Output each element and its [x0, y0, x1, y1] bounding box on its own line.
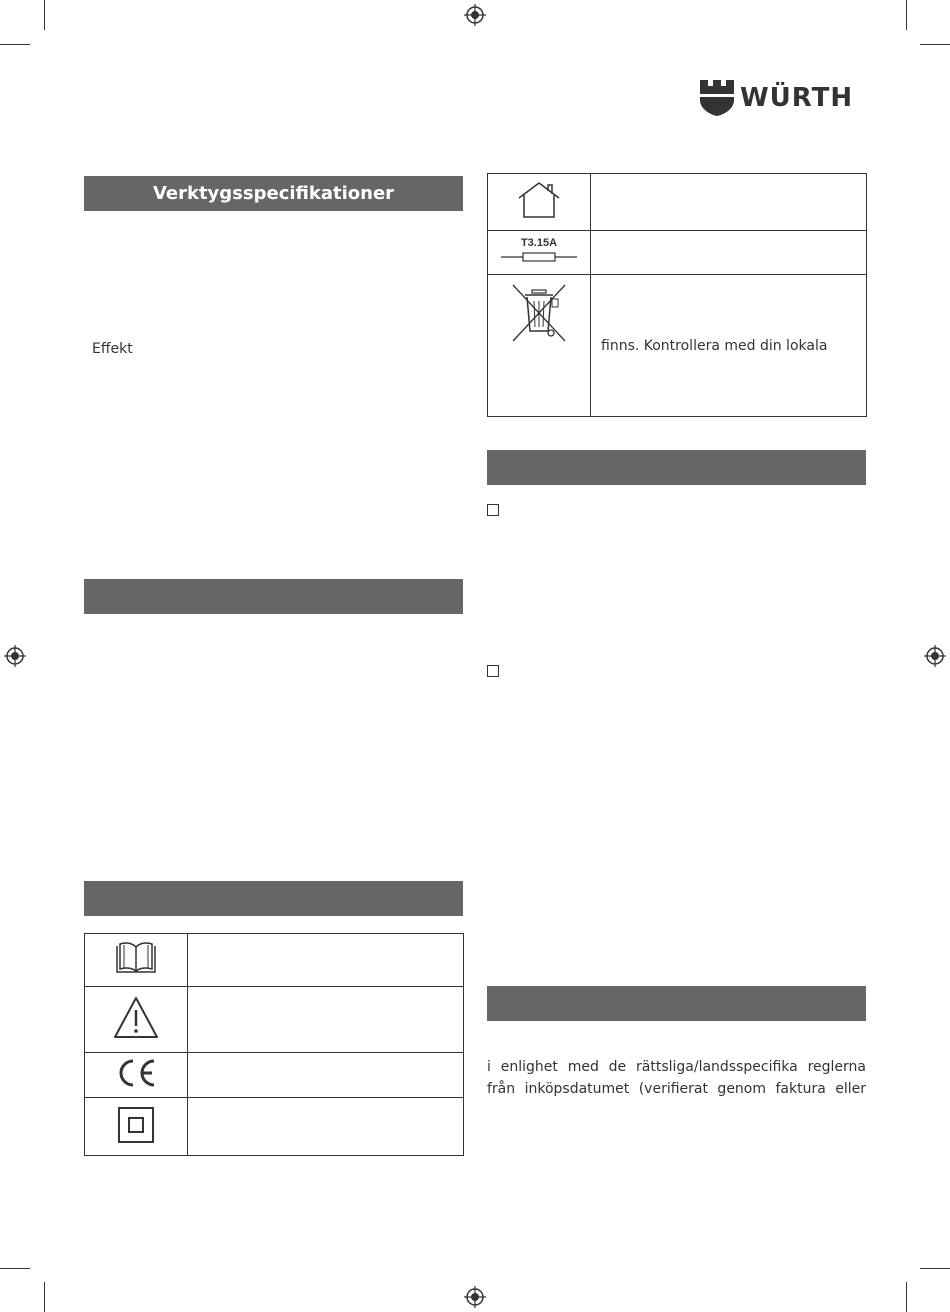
symbol-table [84, 933, 464, 1156]
crop-mark [44, 0, 45, 30]
section-bar [84, 881, 463, 916]
symbol-text-cell [188, 987, 464, 1053]
crop-mark [906, 1282, 907, 1312]
symbol-icon-cell [488, 174, 591, 231]
symbol-text-cell [188, 1098, 464, 1156]
logo-text: WÜRTH [740, 83, 854, 113]
indoor-use-house-icon [516, 180, 562, 220]
registration-mark-icon [464, 1286, 486, 1308]
crossed-bin-icon [509, 281, 569, 343]
registration-mark-icon [4, 645, 26, 667]
symbol-text: finns. Kontrollera med din lokala [601, 337, 828, 354]
registration-mark-icon [924, 645, 946, 667]
section-bar [487, 986, 866, 1021]
crop-mark [920, 44, 950, 45]
wurth-logo [700, 80, 866, 116]
symbol-row [488, 275, 867, 417]
crop-mark [44, 1282, 45, 1312]
warranty-text-line: i enlighet med de rättsliga/landsspecifika reglerna [487, 1059, 866, 1075]
symbol-icon-cell [85, 934, 188, 987]
wurth-emblem-icon [700, 80, 734, 116]
crop-mark [0, 1268, 30, 1269]
fuse-label: T3.15A [520, 237, 558, 249]
warning-triangle-icon [112, 995, 160, 1041]
ce-mark-icon [114, 1058, 158, 1088]
symbol-text-cell [188, 1053, 464, 1098]
section-bar [487, 450, 866, 485]
fuse-icon [501, 250, 577, 264]
symbol-row [85, 1098, 464, 1156]
symbol-text-cell [591, 275, 867, 417]
registration-mark-icon [464, 4, 486, 26]
symbol-icon-cell [85, 1098, 188, 1156]
symbol-row [85, 1053, 464, 1098]
crop-mark [906, 0, 907, 30]
crop-mark [920, 1268, 950, 1269]
symbol-row [85, 934, 464, 987]
symbol-table [487, 173, 867, 417]
symbol-row [85, 987, 464, 1053]
symbol-text-cell [188, 934, 464, 987]
symbol-row [488, 231, 867, 275]
checkbox-square [487, 504, 499, 516]
double-insulation-icon [116, 1105, 156, 1145]
manual-book-icon [114, 940, 158, 976]
symbol-text-cell [591, 174, 867, 231]
symbol-icon-cell [85, 987, 188, 1053]
crop-mark [0, 44, 30, 45]
symbol-icon-cell [85, 1053, 188, 1098]
symbol-row [488, 174, 867, 231]
checkbox-square [487, 665, 499, 677]
section-bar [84, 579, 463, 614]
spec-label-power: Effekt [92, 341, 133, 357]
symbol-icon-cell [488, 231, 591, 275]
warranty-text-line: från inköpsdatumet (verifierat genom faktura eller [487, 1081, 866, 1097]
symbol-text-cell [591, 231, 867, 275]
section-title-specs: Verktygsspecifikationer [84, 176, 463, 211]
symbol-icon-cell [488, 275, 591, 417]
